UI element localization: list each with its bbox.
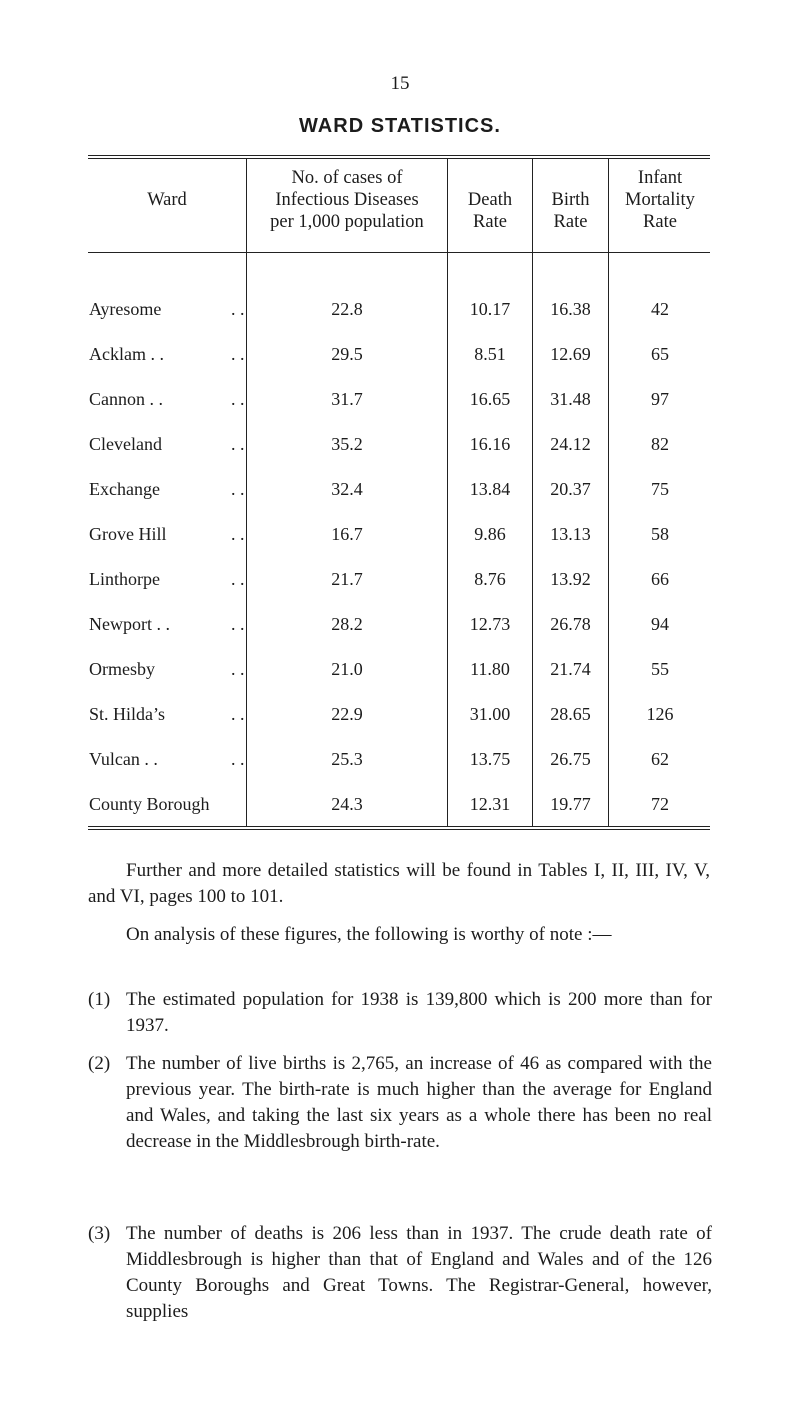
header-birth-line: Rate xyxy=(553,212,588,232)
infant-mortality-value: 94 xyxy=(651,614,669,634)
header-infant-line: Mortality xyxy=(625,190,695,210)
death-rate-value: 13.84 xyxy=(469,479,511,499)
table-row xyxy=(88,659,710,689)
list-item-text: The number of live births is 2,765, an increase of 46 as compared with the previous year. The birth-rate is much higher than the average for England and Wales, and taking the last six years as a whole there has been no real decrease in the Middlesbrough birth-rate. xyxy=(126,1053,712,1152)
birth-rate-value: 16.38 xyxy=(550,299,591,319)
table-row-total xyxy=(88,794,710,824)
table-row xyxy=(88,479,710,509)
cases-value: 16.7 xyxy=(331,524,363,544)
list-item-text: The number of deaths is 206 less than in 1937. The crude death rate of Middlesbrough is higher than that of England and Wales and of the 126 County Boroughs and Great Towns. The Registrar-General, however, supplies xyxy=(126,1223,712,1322)
ward-name: Cleveland xyxy=(89,434,162,454)
header-birth-rate xyxy=(533,189,608,233)
table-row xyxy=(88,704,710,734)
birth-rate-value: 13.92 xyxy=(550,569,591,589)
cases-value: 22.9 xyxy=(331,704,363,724)
infant-mortality-value: 42 xyxy=(651,299,669,319)
table-row xyxy=(88,389,710,419)
list-item xyxy=(88,1221,712,1325)
cases-value: 28.2 xyxy=(331,614,363,634)
cases-value: 32.4 xyxy=(331,479,363,499)
birth-rate-value: 24.12 xyxy=(550,434,591,454)
cases-value: 31.7 xyxy=(331,389,363,409)
list-item xyxy=(88,1051,712,1155)
header-cases-line: per 1,000 population xyxy=(270,212,424,232)
cases-value: 35.2 xyxy=(331,434,363,454)
birth-rate-value: 28.65 xyxy=(550,704,591,724)
ward-name: Ormesby xyxy=(89,659,155,679)
death-rate-value: 16.65 xyxy=(469,389,511,409)
birth-rate-value: 13.13 xyxy=(550,524,591,544)
header-ward-label: Ward xyxy=(147,190,187,210)
table-row xyxy=(88,434,710,464)
infant-mortality-value: 97 xyxy=(651,389,669,409)
death-rate-value: 12.73 xyxy=(469,614,511,634)
header-death-line: Death xyxy=(467,190,513,210)
ward-name: Acklam . . xyxy=(89,344,164,364)
table-row xyxy=(88,569,710,599)
page-title: WARD STATISTICS. xyxy=(299,115,501,137)
death-rate-value: 9.86 xyxy=(474,524,506,544)
cases-value: 22.8 xyxy=(331,299,363,319)
death-rate-value: 31.00 xyxy=(469,704,511,724)
list-item-marker: (1) xyxy=(88,989,111,1010)
infant-mortality-value: 62 xyxy=(651,749,669,769)
cases-value: 21.7 xyxy=(331,569,363,589)
ward-name: Vulcan . . xyxy=(89,749,158,769)
header-cases-line: Infectious Diseases xyxy=(275,190,419,210)
table-top-rule-inner xyxy=(88,158,710,159)
death-rate-value: 16.16 xyxy=(469,434,511,454)
leader-dots: . . xyxy=(231,704,245,724)
ward-name: Grove Hill xyxy=(89,524,167,544)
infant-mortality-value: 58 xyxy=(651,524,669,544)
table-top-rule xyxy=(88,155,710,156)
birth-rate-value: 26.78 xyxy=(550,614,591,634)
further-statistics-paragraph: Further and more detailed statistics will be found in Tables I, II, III, IV, V, and VI, pages 100 to 101. xyxy=(88,860,710,907)
infant-mortality-value: 126 xyxy=(646,704,674,724)
table-row xyxy=(88,524,710,554)
leader-dots: . . xyxy=(231,479,245,499)
list-item xyxy=(88,987,712,1039)
list-item-marker: (2) xyxy=(88,1053,111,1074)
infant-mortality-value: 72 xyxy=(651,794,669,814)
header-rule xyxy=(88,252,710,253)
leader-dots: . . xyxy=(231,749,245,769)
leader-dots: . . xyxy=(231,299,245,319)
cases-value: 29.5 xyxy=(331,344,363,364)
death-rate-value: 10.17 xyxy=(469,299,511,319)
table-row xyxy=(88,749,710,779)
birth-rate-value: 26.75 xyxy=(550,749,591,769)
header-ward xyxy=(88,189,246,211)
infant-mortality-value: 82 xyxy=(651,434,669,454)
table-row xyxy=(88,344,710,374)
birth-rate-value: 20.37 xyxy=(550,479,591,499)
table-row xyxy=(88,614,710,644)
leader-dots: . . xyxy=(231,569,245,589)
leader-dots: . . xyxy=(231,659,245,679)
list-item-text: The estimated population for 1938 is 139,800 which is 200 more than for 1937. xyxy=(126,989,712,1036)
page-number: 15 xyxy=(390,73,410,94)
infant-mortality-value: 66 xyxy=(651,569,669,589)
leader-dots: . . xyxy=(231,344,245,364)
death-rate-value: 8.76 xyxy=(474,569,506,589)
cases-value: 21.0 xyxy=(331,659,363,679)
header-birth-line: Birth xyxy=(551,190,590,210)
table-row xyxy=(88,299,710,329)
header-death-rate xyxy=(448,189,532,233)
table-bottom-rule xyxy=(88,826,710,827)
infant-mortality-value: 65 xyxy=(651,344,669,364)
ward-name: Exchange xyxy=(89,479,160,499)
ward-name: Ayresome xyxy=(89,299,162,319)
list-item-marker: (3) xyxy=(88,1223,111,1244)
infant-mortality-value: 55 xyxy=(651,659,669,679)
death-rate-value: 13.75 xyxy=(469,749,511,769)
leader-dots: . . xyxy=(231,434,245,454)
header-infant-line: Infant xyxy=(637,168,683,188)
birth-rate-value: 21.74 xyxy=(550,659,591,679)
header-cases-line: No. of cases of xyxy=(291,168,403,188)
birth-rate-value: 19.77 xyxy=(550,794,591,814)
ward-name: Newport . . xyxy=(89,614,170,634)
birth-rate-value: 12.69 xyxy=(550,344,591,364)
ward-name: Linthorpe xyxy=(89,569,160,589)
cases-value: 25.3 xyxy=(331,749,363,769)
death-rate-value: 12.31 xyxy=(469,794,511,814)
leader-dots: . . xyxy=(231,614,245,634)
header-infant-line: Rate xyxy=(643,212,677,232)
analysis-paragraph: On analysis of these figures, the following is worthy of note :— xyxy=(126,924,612,945)
ward-name: St. Hilda’s xyxy=(89,704,166,724)
ward-name: County Borough xyxy=(89,794,210,814)
ward-statistics-table xyxy=(88,155,710,830)
death-rate-value: 8.51 xyxy=(474,344,506,364)
cases-value: 24.3 xyxy=(331,794,363,814)
death-rate-value: 11.80 xyxy=(470,659,510,679)
ward-name: Cannon . . xyxy=(89,389,163,409)
leader-dots: . . xyxy=(231,389,245,409)
infant-mortality-value: 75 xyxy=(651,479,669,499)
leader-dots: . . xyxy=(231,524,245,544)
header-cases xyxy=(247,167,447,233)
birth-rate-value: 31.48 xyxy=(550,389,591,409)
header-death-line: Rate xyxy=(473,212,507,232)
header-infant-mortality xyxy=(609,167,711,233)
table-bottom-rule-inner xyxy=(88,829,710,830)
